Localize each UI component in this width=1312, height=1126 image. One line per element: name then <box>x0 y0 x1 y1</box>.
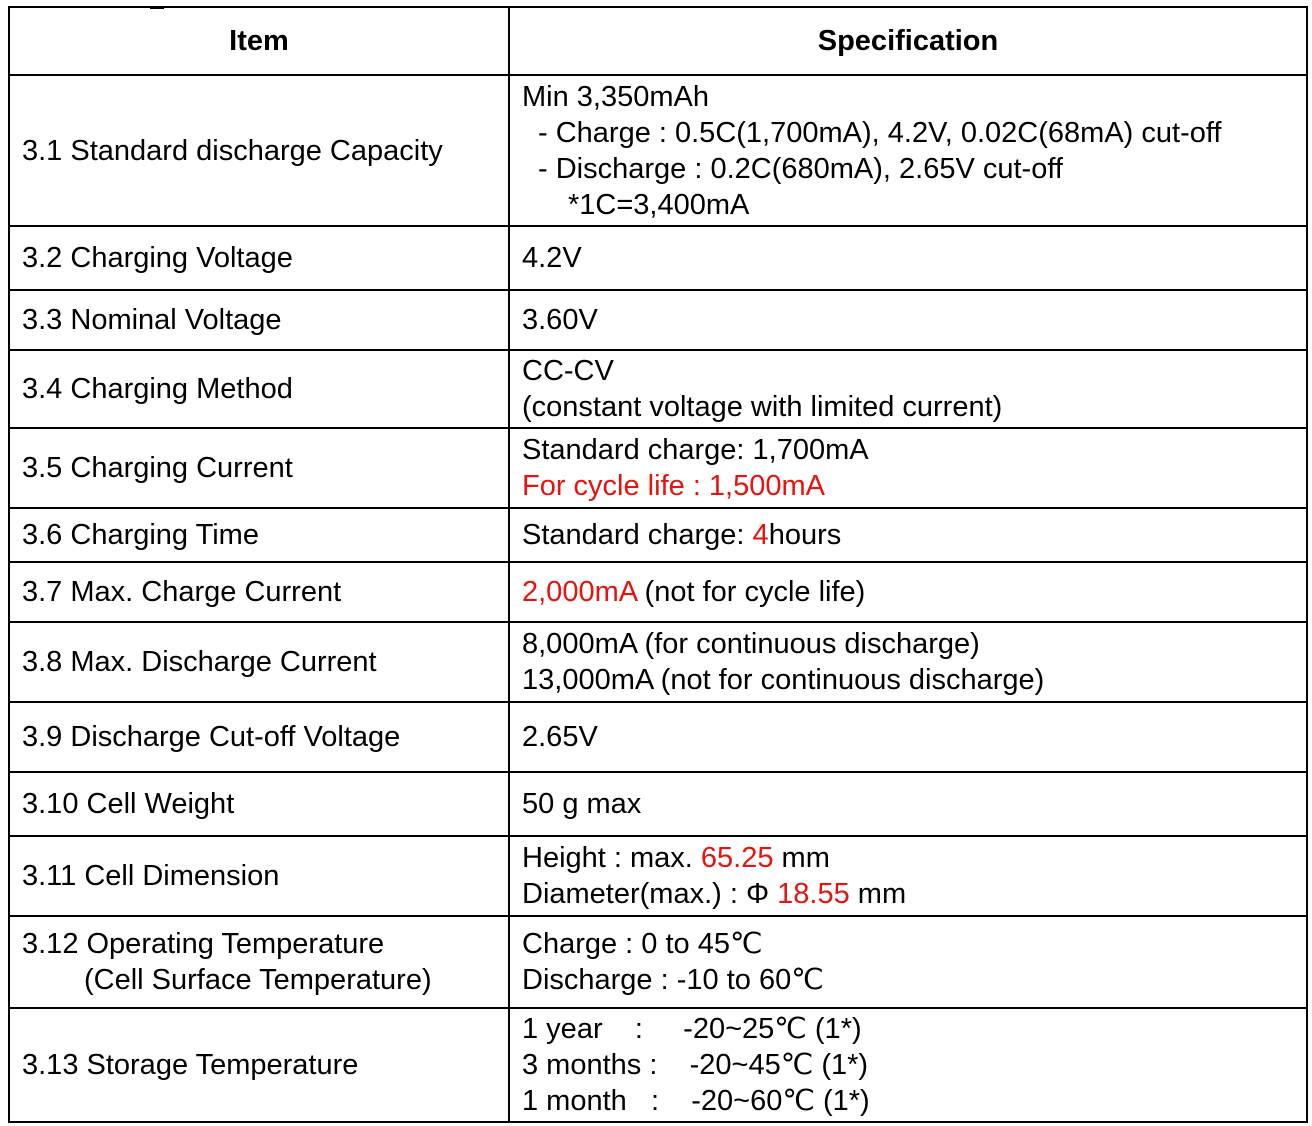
spec-cell: 4.2V <box>509 226 1307 290</box>
spec-text: Standard charge: <box>522 519 753 551</box>
spec-highlight: 4 <box>752 519 769 551</box>
spec-text: mm <box>849 878 907 910</box>
column-header-specification: Specification <box>509 7 1307 75</box>
spec-line: 13,000mA (not for continuous discharge) <box>522 664 1045 696</box>
spec-line: Discharge : -10 to 60℃ <box>522 964 824 996</box>
spec-cell <box>509 350 1307 428</box>
table-row <box>9 1008 1307 1122</box>
spec-line: - Charge : 0.5C(1,700mA), 4.2V, 0.02C(68mA) cut-off <box>538 116 1222 149</box>
spec-text: Diameter(max.) : Φ <box>522 878 778 910</box>
item-cell: 3.6 Charging Time <box>9 508 509 562</box>
table-row <box>9 508 1307 562</box>
spec-line <box>522 840 1294 876</box>
spec-text: Height : max. <box>522 842 701 874</box>
table-row <box>9 622 1307 702</box>
spec-cell: 2.65V <box>509 702 1307 772</box>
item-cell: 3.2 Charging Voltage <box>9 226 509 290</box>
table-row <box>9 772 1307 836</box>
table-row <box>9 836 1307 916</box>
spec-text: (not for cycle life) <box>636 576 866 608</box>
table-row <box>9 428 1307 508</box>
spec-text: mm <box>773 842 830 874</box>
spec-cell: 50 g max <box>509 772 1307 836</box>
spec-text: hours <box>768 519 842 551</box>
item-cell: 3.11 Cell Dimension <box>9 836 509 916</box>
spec-cell <box>509 75 1307 226</box>
spec-highlight: 18.55 <box>777 878 850 910</box>
specification-table <box>8 6 1308 1123</box>
item-cell: 3.3 Nominal Voltage <box>9 290 509 350</box>
item-cell: 3.10 Cell Weight <box>9 772 509 836</box>
spec-cell <box>509 622 1307 702</box>
spec-line: CC-CV <box>522 355 614 387</box>
spec-line <box>522 876 1294 912</box>
table-row <box>9 75 1307 226</box>
spec-highlight: 65.25 <box>700 842 774 874</box>
table-row <box>9 702 1307 772</box>
spec-highlight: 2,000mA <box>522 576 637 608</box>
spec-cell <box>509 508 1307 562</box>
table-row <box>9 290 1307 350</box>
spec-line: *1C=3,400mA <box>568 188 750 221</box>
item-cell: 3.9 Discharge Cut-off Voltage <box>9 702 509 772</box>
item-cell: 3.1 Standard discharge Capacity <box>9 75 509 226</box>
spec-line: 8,000mA (for continuous discharge) <box>522 628 980 660</box>
item-cell: 3.5 Charging Current <box>9 428 509 508</box>
spec-cell <box>509 562 1307 622</box>
table-row <box>9 916 1307 1008</box>
table-row <box>9 350 1307 428</box>
spec-cell <box>509 1008 1307 1122</box>
table-header-row <box>9 7 1307 75</box>
table-row <box>9 562 1307 622</box>
item-cell <box>9 916 509 1008</box>
spec-cell <box>509 836 1307 916</box>
spec-line: 1 year : -20~25℃ (1*) <box>522 1013 862 1045</box>
spec-line: Charge : 0 to 45℃ <box>522 928 763 960</box>
item-cell: 3.7 Max. Charge Current <box>9 562 509 622</box>
spec-line: - Discharge : 0.2C(680mA), 2.65V cut-off <box>538 152 1063 185</box>
item-line: (Cell Surface Temperature) <box>84 964 432 996</box>
spec-line: (constant voltage with limited current) <box>522 391 1003 423</box>
spec-line: Standard charge: 1,700mA <box>522 434 869 466</box>
spec-line-highlight: For cycle life : 1,500mA <box>522 470 825 502</box>
spec-line: 3 months : -20~45℃ (1*) <box>522 1049 869 1081</box>
spec-cell <box>509 916 1307 1008</box>
item-cell: 3.8 Max. Discharge Current <box>9 622 509 702</box>
spec-line: 1 month : -20~60℃ (1*) <box>522 1085 870 1117</box>
column-header-item: Item <box>9 7 509 75</box>
spec-line: Min 3,350mAh <box>522 80 709 113</box>
table-row <box>9 226 1307 290</box>
item-line: 3.12 Operating Temperature <box>22 928 385 960</box>
spec-cell: 3.60V <box>509 290 1307 350</box>
item-cell: 3.13 Storage Temperature <box>9 1008 509 1122</box>
item-cell: 3.4 Charging Method <box>9 350 509 428</box>
spec-cell <box>509 428 1307 508</box>
